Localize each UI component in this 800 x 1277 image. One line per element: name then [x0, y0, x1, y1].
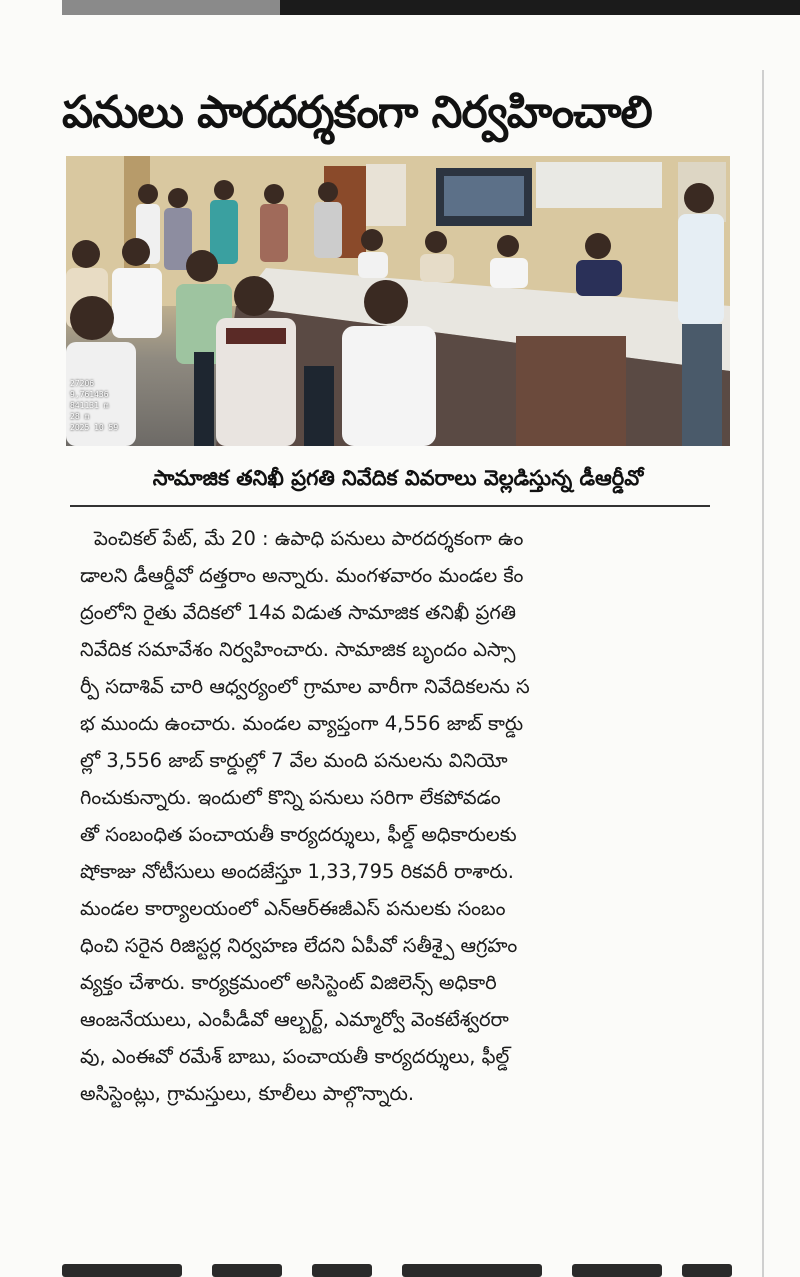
body-line: ధించి సరైన రిజిస్టర్ల నిర్వహణ లేదని ఏపీవో సతీశ్పై ఆగ్రహం [80, 934, 518, 957]
body-line: భ ముందు ఉంచారు. మండల వ్యాప్తంగా 4,556 జాబ్ కార్డు [80, 712, 524, 735]
body-line: ర్పీ సదాశివ్ చారి ఆధ్వర్యంలో గ్రామాల వారీగా నివేదికలను స [80, 675, 530, 698]
photo-caption: సామాజిక తనిఖీ ప్రగతి నివేదిక వివరాలు వెల్లడిస్తున్న డీఆర్డీవో [152, 466, 644, 490]
timestamp-line: 27206 [70, 379, 95, 388]
next-article-cutoff [62, 1262, 742, 1277]
article-headline: పనులు పారదర్శకంగా నిర్వహించాలి [62, 87, 652, 138]
body-line: మండల కార్యాలయంలో ఎన్ఆర్ఈజీఎస్ పనులకు సంబం [80, 897, 506, 920]
body-line: వు, ఎంఈవో రమేశ్ బాబు, పంచాయతీ కార్యదర్శులు, ఫీల్డ్ [80, 1045, 510, 1068]
body-line: ద్రంలోని రైతు వేదికలో 14వ విడుత సామాజిక తనిఖీ ప్రగతి [80, 601, 517, 624]
caption-underline [70, 505, 710, 507]
body-line: ఆంజనేయులు, ఎంపీడీవో ఆల్బర్ట్, ఎమ్మార్వో వెంకటేశ్వరరా [80, 1008, 509, 1031]
body-line: గించుకున్నారు. ఇందులో కొన్ని పనులు సరిగా లేకపోవడం [80, 786, 501, 809]
body-line: తో సంబంధిత పంచాయతీ కార్యదర్శులు, ఫీల్డ్ అధికారులకు [80, 823, 517, 846]
masthead-strip-dark [280, 0, 800, 15]
photo-timestamp-overlay [70, 378, 140, 433]
timestamp-line: 28 m [70, 412, 90, 421]
timestamp-line: 9,761436 [70, 390, 109, 399]
masthead-strip-gray [62, 0, 280, 15]
body-line: వ్యక్తం చేశారు. కార్యక్రమంలో అసిస్టెంట్ విజిలెన్స్ అధికారి [80, 971, 497, 994]
meeting-scene-illustration [66, 156, 730, 446]
body-line: నివేదిక సమావేశం నిర్వహించారు. సామాజిక బృందం ఎస్సా [80, 638, 516, 661]
timestamp-line: 2025 10 59 [70, 423, 119, 432]
article-body [80, 520, 730, 1112]
body-line: డాలని డీఆర్డీవో దత్తరాం అన్నారు. మంగళవారం మండల కేం [80, 564, 524, 587]
body-line: పెంచికల్ పేట్, మే 20 : ఉపాధి పనులు పారదర్శకంగా ఉం [94, 527, 524, 550]
body-line: అసిస్టెంట్లు, గ్రామస్తులు, కూలీలు పాల్గొన్నారు. [80, 1082, 415, 1105]
column-divider [762, 70, 764, 1277]
body-line: ల్లో 3,556 జాబ్ కార్డుల్లో 7 వేల మంది పనులను వినియో [80, 749, 508, 772]
body-line: షోకాజు నోటీసులు అందజేస్తూ 1,33,795 రికవరీ రాశారు. [80, 860, 514, 883]
article-photo [66, 156, 730, 446]
timestamp-line: 841131 m [70, 401, 109, 410]
